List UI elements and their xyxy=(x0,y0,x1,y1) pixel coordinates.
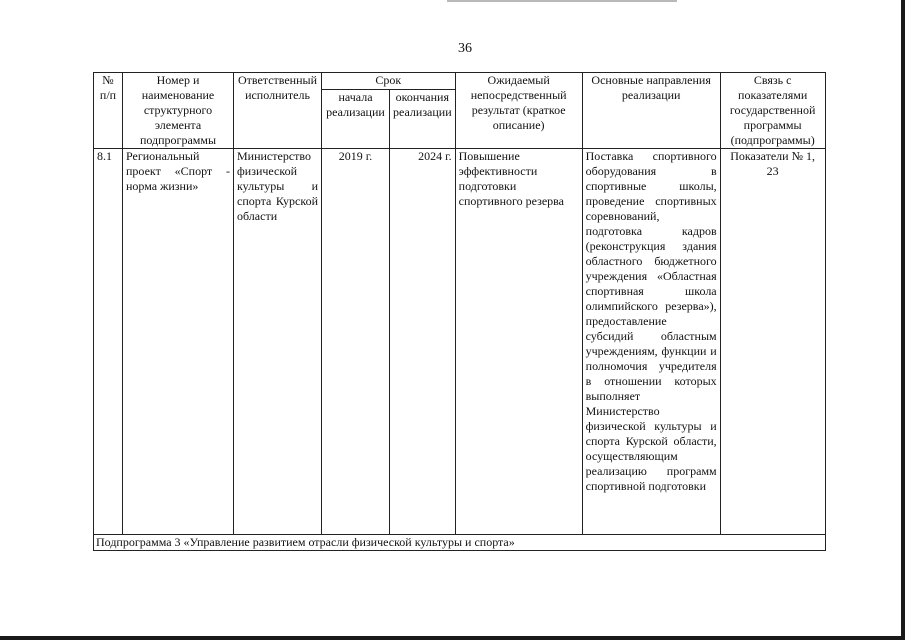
header-num: № п/п xyxy=(94,73,123,149)
program-table xyxy=(93,72,826,551)
scan-bottom-edge xyxy=(0,636,905,640)
subprogram-row: Подпрограмма 3 «Управление развитием отрасли физической культуры и спорта» xyxy=(94,535,826,551)
header-term-start: начала реализации xyxy=(322,90,390,149)
header-directions: Основные направления реализации xyxy=(582,73,720,149)
scan-top-mark xyxy=(447,0,677,2)
header-element: Номер и наименование структурного элемента подпрограммы xyxy=(123,73,234,149)
row-element: Региональный проект «Спорт - норма жизни» xyxy=(123,149,234,535)
header-executor: Ответственный исполнитель xyxy=(234,73,322,149)
row-num: 8.1 xyxy=(94,149,123,535)
header-link: Связь с показателями государственной программы (подпрограммы) xyxy=(720,73,825,149)
header-result: Ожидаемый непосредственный результат (краткое описание) xyxy=(455,73,582,149)
header-term-end: окончания реализации xyxy=(390,90,456,149)
row-start: 2019 г. xyxy=(322,149,390,535)
row-executor: Министерство физической культуры и спорта Курской области xyxy=(234,149,322,535)
row-link: Показатели № 1, 23 xyxy=(720,149,825,535)
row-result: Повышение эффективности подготовки спортивного резерва xyxy=(455,149,582,535)
row-directions: Поставка спортивного оборудования в спортивные школы, проведение спортивных соревнований, подготовка кадров (реконструкция здания областного бюджетного учреждения «Областная спортивная школа олимпийского резерва»), предоставление субсидий областным учреждениям, функции и полномочия учредителя в отношении которых выполняет Министерство физической культуры и спорта Курской области, осуществляющим реализацию программ спортивной подготовки xyxy=(582,149,720,535)
row-end: 2024 г. xyxy=(390,149,456,535)
page-number: 36 xyxy=(458,41,472,56)
scan-right-edge xyxy=(901,0,905,640)
header-term: Срок xyxy=(322,73,456,90)
